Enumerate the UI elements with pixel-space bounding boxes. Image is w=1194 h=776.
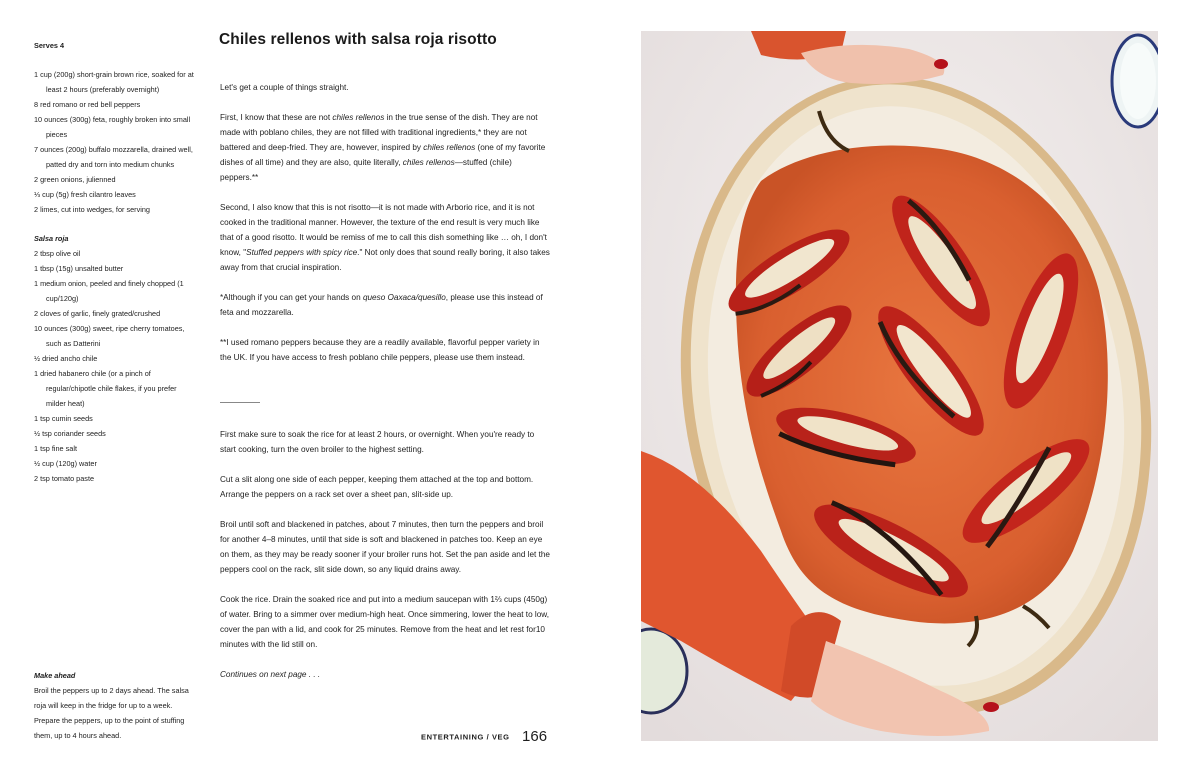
salsa-roja-list: [34, 246, 194, 486]
text-run: (one of my favorite dishes of all time) and they are also, quite literally,: [220, 143, 546, 167]
recipe-title: Chiles rellenos with salsa roja risotto: [219, 31, 497, 48]
ingredient-item: 2 limes, cut into wedges, for serving: [34, 205, 150, 214]
method-step: Cut a slit along one side of each pepper, keeping them attached at the top and bottom. Arrange the peppers on a rack set over a sheet pan, slit-side up.: [220, 475, 534, 499]
ingredient-item: ½ tsp coriander seeds: [34, 429, 106, 438]
text-run: **I used romano peppers because they are a readily available, flavorful pepper variety in the UK. If you have access to fresh poblano chile peppers, please use them instead.: [220, 338, 540, 362]
page-footer: [421, 728, 547, 746]
text-run: ." Not only does that sound really boring, it also takes away from that crucial inspiration.: [220, 248, 550, 272]
ingredients-column: [34, 38, 194, 486]
ingredient-item: 1 tbsp (15g) unsalted butter: [34, 264, 124, 273]
ingredient-item: 2 green onions, julienned: [34, 175, 116, 184]
ingredient-item: 8 red romano or red bell peppers: [34, 100, 141, 109]
text-run: Second, I also know that this is not risotto—it is not made with Arborio rice, and it is not cooked in the traditional manner. However, the texture of the end result is very much like that of a good risotto. It would be remiss of me to call this dish something like … oh, I don't know, ": [220, 203, 547, 257]
page-number: 166: [522, 728, 548, 746]
footnote-paragraph: [220, 335, 552, 365]
italic-text: queso Oaxaca/quesillo: [362, 293, 446, 302]
ingredient-item: 1 medium onion, peeled and finely chopped (1 cup/120g): [34, 279, 184, 303]
method-step: First make sure to soak the rice for at least 2 hours, or overnight. When you're ready to start cooking, turn the oven broiler to the highest setting.: [220, 430, 535, 454]
method-text: [220, 427, 552, 697]
italic-text: chiles rellenos: [402, 158, 455, 167]
intro-paragraph: [220, 200, 552, 275]
intro-paragraph: [220, 110, 552, 185]
make-ahead-note: [34, 668, 194, 743]
intro-text: [220, 80, 552, 380]
salsa-roja-heading: Salsa roja: [34, 234, 69, 243]
ingredient-item: ⅓ cup (5g) fresh cilantro leaves: [34, 190, 136, 199]
ingredient-item: 1 tsp cumin seeds: [34, 414, 93, 423]
ingredient-item: 1 tsp fine salt: [34, 444, 77, 453]
ingredient-item: 10 ounces (300g) sweet, ripe cherry tomatoes, such as Datterini: [34, 324, 185, 348]
method-step: Broil until soft and blackened in patches, about 7 minutes, then turn the peppers and broil for another 4–8 minutes, until that side is soft and blackened in patches too. Keep an eye on them, as they may be ready sooner if your broiler runs hot. Set the pan aside and let the peppers cool on the rack, slit side down, so any liquid drains away.: [220, 520, 550, 574]
text-run: —stuffed (chile) peppers.**: [220, 158, 512, 182]
continues-note: Continues on next page . . .: [220, 670, 321, 679]
text-run: in the true sense of the dish. They are not made with poblano chiles, they are not filled with traditional ingredients,* they are not battered and deep-fried. They are, however, inspired by: [220, 113, 538, 152]
section-label: ENTERTAINING / VEG: [421, 732, 510, 742]
ingredient-item: 2 tsp tomato paste: [34, 474, 95, 483]
method-step: Cook the rice. Drain the soaked rice and put into a medium saucepan with 1⅔ cups (450g) of water. Bring to a simmer over medium-high heat. Once simmering, lower the heat to low, cover the pan with a lid, and cook for 25 minutes. Remove from the heat and let rest for10 minutes with the lid still on.: [220, 595, 550, 649]
food-photo: [641, 31, 1158, 741]
footnote-paragraph: [220, 290, 552, 320]
italic-text: Stuffed peppers with spicy rice: [246, 248, 358, 257]
text-run: , please use this instead of feta and mozzarella.: [220, 293, 543, 317]
ingredient-item: 10 ounces (300g) feta, roughly broken into small pieces: [34, 115, 191, 139]
make-ahead-text: Broil the peppers up to 2 days ahead. The salsa roja will keep in the fridge for up to a week. Prepare the peppers, up to the point of stuffing them, up to 4 hours ahead.: [34, 686, 189, 740]
ingredient-item: 2 cloves of garlic, finely grated/crushed: [34, 309, 161, 318]
text-run: *Although if you can get your hands on: [220, 293, 363, 302]
ingredient-item: ½ dried ancho chile: [34, 354, 98, 363]
ingredient-item: 1 cup (200g) short-grain brown rice, soaked for at least 2 hours (preferably overnight): [34, 70, 194, 94]
serves-label: Serves 4: [34, 41, 65, 50]
ingredient-list: [34, 67, 194, 217]
text-run: First, I know that these are not: [220, 113, 333, 122]
photo-illustration: [641, 31, 1158, 741]
section-divider: [220, 402, 260, 403]
glass: [1112, 35, 1158, 127]
italic-text: chiles rellenos: [423, 143, 476, 152]
make-ahead-heading: Make ahead: [34, 671, 76, 680]
italic-text: chiles rellenos: [332, 113, 385, 122]
intro-paragraph: Let's get a couple of things straight.: [220, 83, 349, 92]
ingredient-item: ½ cup (120g) water: [34, 459, 97, 468]
ingredient-item: 2 tbsp olive oil: [34, 249, 81, 258]
ingredient-item: 1 dried habanero chile (or a pinch of regular/chipotle chile flakes, if you prefer milder heat): [34, 369, 177, 408]
ingredient-item: 7 ounces (200g) buffalo mozzarella, drained well, patted dry and torn into medium chunks: [34, 145, 193, 169]
